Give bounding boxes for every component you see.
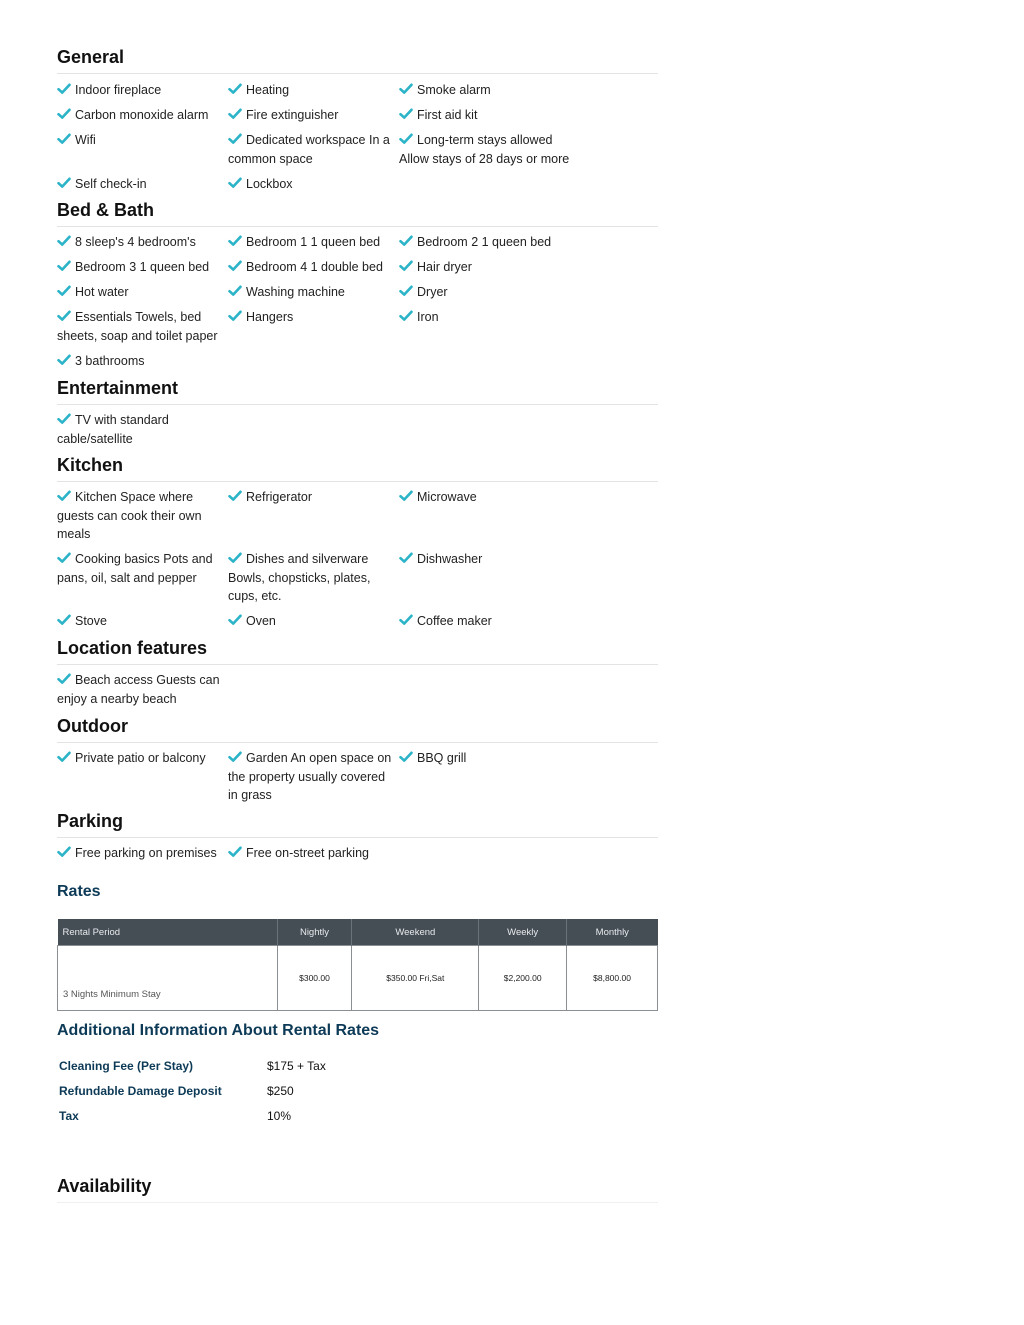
- amenity-item: Refrigerator: [228, 488, 394, 507]
- check-icon: [399, 310, 413, 322]
- section-divider: [57, 1202, 658, 1203]
- cleaning-fee-label: Cleaning Fee (Per Stay): [59, 1059, 194, 1073]
- amenity-item: Smoke alarm: [399, 81, 565, 100]
- check-icon: [228, 108, 242, 120]
- check-icon: [399, 108, 413, 120]
- amenity-item: Heating: [228, 81, 394, 100]
- amenity-item: Bedroom 3 1 queen bed: [57, 258, 223, 277]
- amenity-item: Free on-street parking: [228, 844, 394, 863]
- amenity-item: Bedroom 2 1 queen bed: [399, 233, 574, 252]
- check-icon: [57, 413, 71, 425]
- check-icon: [57, 108, 71, 120]
- amenity-item: 3 bathrooms: [57, 352, 223, 371]
- check-icon: [57, 83, 71, 95]
- check-icon: [57, 310, 71, 322]
- amenity-item: Oven: [228, 612, 394, 631]
- amenity-item: Hot water: [57, 283, 223, 302]
- amenity-item: Kitchen Space where guests can cook their own meals: [57, 490, 202, 541]
- rates-cell-period: 3 Nights Minimum Stay: [58, 946, 278, 1011]
- rates-header-monthly: Monthly: [567, 919, 658, 946]
- amenity-item: Long-term stays allowed Allow stays of 28 days or more: [399, 133, 570, 166]
- rates-header-weekly: Weekly: [479, 919, 567, 946]
- amenity-item: Stove: [57, 612, 223, 631]
- check-icon: [228, 83, 242, 95]
- check-icon: [57, 751, 71, 763]
- cleaning-fee-value: $175 + Tax: [267, 1059, 326, 1073]
- section-divider: [57, 226, 658, 227]
- section-divider: [57, 481, 658, 482]
- amenity-item: Cooking basics Pots and pans, oil, salt and pepper: [57, 552, 213, 585]
- section-title-availability: Availability: [57, 1176, 152, 1196]
- rates-cell-monthly: $8,800.00: [567, 946, 658, 1011]
- amenity-item: Hangers: [228, 308, 394, 327]
- amenity-item: Indoor fireplace: [57, 81, 223, 100]
- amenity-item: Dishes and silverware Bowls, chopsticks, plates, cups, etc.: [228, 552, 371, 603]
- amenity-item: Self check-in: [57, 175, 223, 194]
- section-divider: [57, 73, 658, 74]
- amenity-item: Fire extinguisher: [228, 106, 394, 125]
- check-icon: [399, 614, 413, 626]
- rates-header-row: [58, 919, 658, 946]
- rates-header-period: Rental Period: [58, 919, 278, 946]
- check-icon: [399, 490, 413, 502]
- section-divider: [57, 664, 658, 665]
- rates-cell-weekly: $2,200.00: [479, 946, 567, 1011]
- check-icon: [228, 490, 242, 502]
- check-icon: [57, 177, 71, 189]
- amenity-item: BBQ grill: [399, 749, 565, 768]
- section-divider: [57, 837, 658, 838]
- check-icon: [228, 552, 242, 564]
- check-icon: [57, 846, 71, 858]
- damage-deposit-value: $250: [267, 1084, 294, 1098]
- amenity-item: Hair dryer: [399, 258, 565, 277]
- section-title-bed-bath: Bed & Bath: [57, 200, 155, 220]
- table-row: [58, 946, 658, 1011]
- amenity-item: Washing machine: [228, 283, 394, 302]
- check-icon: [399, 83, 413, 95]
- check-icon: [57, 285, 71, 297]
- check-icon: [57, 673, 71, 685]
- amenity-item: Beach access Guests can enjoy a nearby beach: [57, 673, 220, 706]
- rates-header-nightly: Nightly: [277, 919, 352, 946]
- rates-table: [57, 919, 658, 1011]
- check-icon: [228, 260, 242, 272]
- section-title-general: General: [57, 47, 125, 67]
- amenity-item: Dedicated workspace In a common space: [228, 133, 390, 166]
- tax-label: Tax: [59, 1109, 79, 1123]
- check-icon: [228, 614, 242, 626]
- amenity-item: 8 sleep's 4 bedroom's: [57, 233, 223, 252]
- amenity-item: Microwave: [399, 488, 565, 507]
- amenity-item: Carbon monoxide alarm: [57, 106, 223, 125]
- amenity-item: Coffee maker: [399, 612, 565, 631]
- amenity-item: Lockbox: [228, 175, 394, 194]
- amenity-item: Bedroom 4 1 double bed: [228, 258, 394, 277]
- check-icon: [57, 260, 71, 272]
- check-icon: [57, 133, 71, 145]
- check-icon: [399, 133, 413, 145]
- check-icon: [228, 751, 242, 763]
- check-icon: [399, 285, 413, 297]
- check-icon: [57, 490, 71, 502]
- amenity-item: Dryer: [399, 283, 565, 302]
- check-icon: [399, 235, 413, 247]
- amenity-item: Private patio or balcony: [57, 749, 223, 768]
- amenity-item: Wifi: [57, 131, 223, 150]
- check-icon: [57, 552, 71, 564]
- check-icon: [57, 235, 71, 247]
- rates-title: Rates: [57, 883, 101, 900]
- rates-cell-nightly: $300.00: [277, 946, 352, 1011]
- amenity-item: Garden An open space on the property usually covered in grass: [228, 751, 392, 802]
- additional-info-title: Additional Information About Rental Rates: [57, 1022, 380, 1039]
- check-icon: [228, 235, 242, 247]
- amenity-item: Dishwasher: [399, 550, 565, 569]
- check-icon: [228, 285, 242, 297]
- section-title-location-features: Location features: [57, 638, 208, 658]
- check-icon: [228, 846, 242, 858]
- rates-cell-weekend: $350.00 Fri,Sat: [352, 946, 479, 1011]
- check-icon: [228, 310, 242, 322]
- check-icon: [399, 260, 413, 272]
- check-icon: [399, 751, 413, 763]
- check-icon: [228, 133, 242, 145]
- amenity-item: Free parking on premises: [57, 844, 223, 863]
- check-icon: [399, 552, 413, 564]
- section-divider: [57, 742, 658, 743]
- amenity-item: Bedroom 1 1 queen bed: [228, 233, 394, 252]
- amenity-item: Iron: [399, 308, 565, 327]
- rates-header-weekend: Weekend: [352, 919, 479, 946]
- tax-value: 10%: [267, 1109, 292, 1123]
- amenity-item: First aid kit: [399, 106, 565, 125]
- section-title-outdoor: Outdoor: [57, 716, 128, 736]
- check-icon: [57, 614, 71, 626]
- amenity-item: Essentials Towels, bed sheets, soap and toilet paper: [57, 310, 218, 343]
- check-icon: [228, 177, 242, 189]
- section-title-kitchen: Kitchen: [57, 455, 124, 475]
- section-title-entertainment: Entertainment: [57, 378, 179, 398]
- section-title-parking: Parking: [57, 811, 124, 831]
- damage-deposit-label: Refundable Damage Deposit: [59, 1084, 222, 1098]
- amenity-item: TV with standard cable/satellite: [57, 413, 169, 446]
- section-divider: [57, 404, 658, 405]
- check-icon: [57, 354, 71, 366]
